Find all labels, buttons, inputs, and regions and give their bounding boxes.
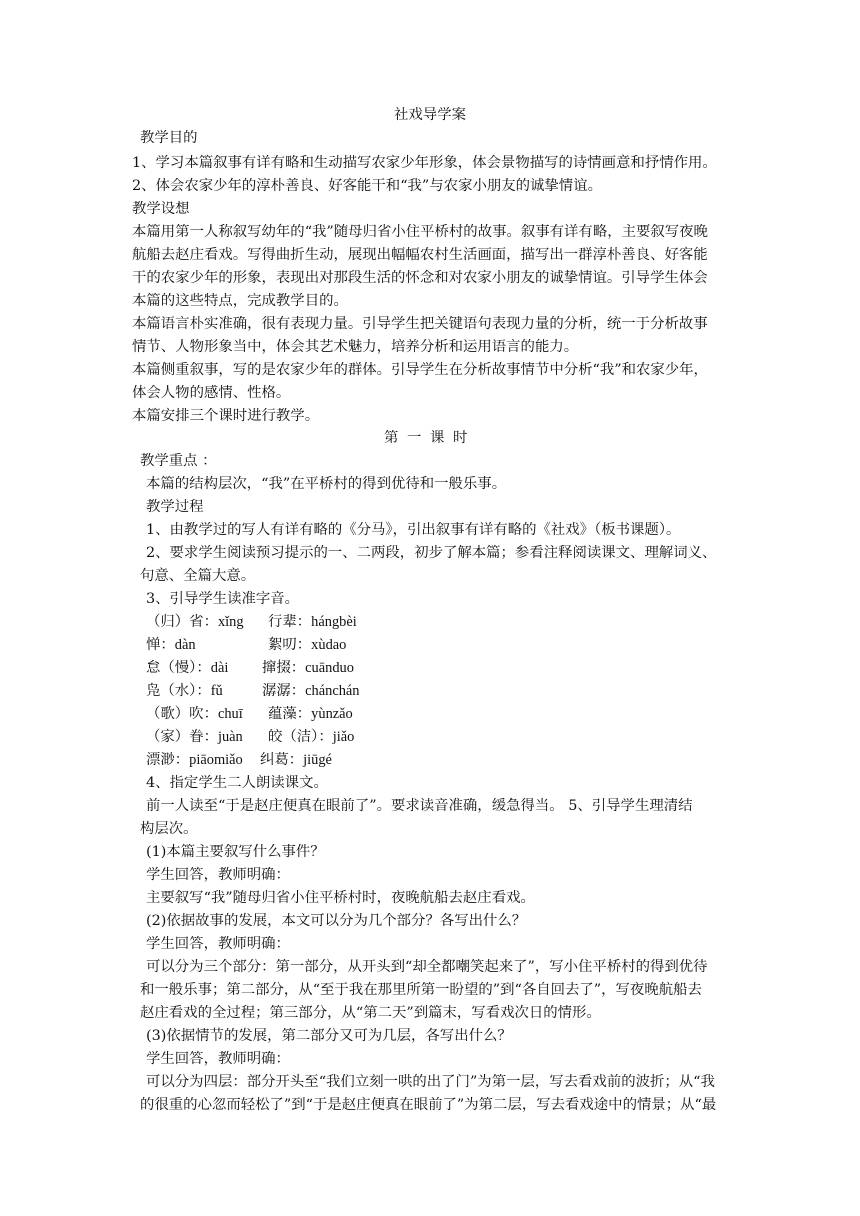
question-line: (1)本篇主要叙写什么事件？ <box>146 844 325 860</box>
pinyin-term: 惮：dàn <box>146 637 196 653</box>
paragraph-line: 的很重的心忽而轻松了”到“于是赵庄便真在眼前了”为第二层，写去看戏途中的情景；从“最 <box>140 1097 717 1113</box>
document-title: 社戏导学案 <box>394 107 466 123</box>
paragraph-line: 本篇侧重叙事，写的是农家少年的群体。引导学生在分析故事情节中分析“我”和农家少年， <box>132 362 708 378</box>
paragraph-line: 本篇安排三个课时进行教学。 <box>132 408 320 424</box>
paragraph-line: 1、学习本篇叙事有详有略和生动描写农家少年形象，体会景物描写的诗情画意和抒情作用。 <box>132 155 717 171</box>
paragraph-line: 3、引导学生读准字音。 <box>146 591 300 607</box>
paragraph-line: 本篇的这些特点，完成教学目的。 <box>132 293 348 309</box>
pinyin-term: 絮叨：xùdao <box>268 637 347 653</box>
question-line: (3)依据情节的发展，第二部分又可为几层，各写出什么？ <box>146 1028 512 1044</box>
heading-key-points: 教学重点 ： <box>140 453 217 469</box>
paragraph-line: 本篇的结构层次，“我”在平桥村的得到优待和一般乐事。 <box>146 476 507 492</box>
paragraph-line: 赵庄看戏的全过程；第三部分，从“第二天”到篇末，写看戏次日的情形。 <box>140 1005 601 1021</box>
paragraph-line: 可以分为三个部分：第一部分，从开头到“却全都嘲笑起来了”，写小住平桥村的得到优待 <box>146 959 708 975</box>
paragraph-line: 干的农家少年的形象，表现出对那段生活的怀念和对农家小朋友的诚挚情谊。引导学生体会 <box>132 270 708 286</box>
heading-teaching-process: 教学过程 <box>146 499 204 515</box>
paragraph-line: 1、由教学过的写人有详有略的《分马》，引出叙事有详有略的《社戏》（板书课题）。 <box>146 522 681 538</box>
paragraph-line: 句意、全篇大意。 <box>140 568 256 584</box>
paragraph-line: 前一人读至“于是赵庄便真在眼前了”。要求读音准确，缓急得当。 5、引导学生理清结 <box>146 798 693 814</box>
pinyin-term: 潺潺：chánchán <box>262 683 360 699</box>
heading-teaching-design: 教学设想 <box>132 201 190 217</box>
paragraph-line: 可以分为四层：部分开头至“我们立刻一哄的出了门”为第一层，写去看戏前的波折；从“我 <box>146 1074 715 1090</box>
pinyin-term: 皎（洁）：jiǎo <box>268 729 355 745</box>
pinyin-term: （歌）吹：chuī <box>146 706 243 722</box>
paragraph-line: 和一般乐事；第二部分，从“至于我在那里所第一盼望的”到“各自回去了”，写夜晚航船去 <box>140 982 702 998</box>
paragraph-line: 构层次。 <box>140 821 198 837</box>
pinyin-term: 漂渺：piāomiǎo <box>146 752 243 768</box>
paragraph-line: 情节、人物形象当中，体会其艺术魅力，培养分析和运用语言的能力。 <box>132 339 579 355</box>
paragraph-line: 2、体会农家少年的淳朴善良、好客能干和“我”与农家小朋友的诚挚情谊。 <box>132 178 602 194</box>
paragraph-line: 体会人物的感情、性格。 <box>132 385 291 401</box>
pinyin-term: （家）眷：juàn <box>146 729 243 745</box>
pinyin-term: 行辈：hángbèi <box>268 614 357 630</box>
paragraph-line: 学生回答，教师明确： <box>146 936 290 952</box>
paragraph-line: 本篇语言朴实准确，很有表现力量。引导学生把关键语句表现力量的分析，统一于分析故事 <box>132 316 708 332</box>
paragraph-line: 本篇用第一人称叙写幼年的“我”随母归省小住平桥村的故事。叙事有详有略，主要叙写夜晚 <box>132 224 708 240</box>
pinyin-term: 撺掇：cuānduo <box>262 660 354 676</box>
section-title: 第一课时 <box>383 430 477 446</box>
paragraph-line: 学生回答，教师明确： <box>146 1051 290 1067</box>
paragraph-line: 航船去赵庄看戏。写得曲折生动，展现出幅幅农村生活画面，描写出一群淳朴善良、好客能 <box>132 247 708 263</box>
paragraph-line: 2、要求学生阅读预习提示的一、二两段，初步了解本篇；参看注释阅读课文、理解词义、 <box>146 545 717 561</box>
question-line: (2)依据故事的发展，本文可以分为几个部分？各写出什么？ <box>146 913 527 929</box>
pinyin-term: （归）省：xǐng <box>146 614 244 630</box>
paragraph-line: 主要叙写“我”随母归省小住平桥村时，夜晚航船去赵庄看戏。 <box>146 890 535 906</box>
paragraph-line: 4、指定学生二人朗读课文。 <box>146 775 328 791</box>
paragraph-line: 学生回答，教师明确： <box>146 867 290 883</box>
pinyin-term: 凫（水）：fǔ <box>146 683 223 699</box>
pinyin-term: 怠（慢）：dài <box>146 660 229 676</box>
heading-teaching-goals: 教学目的 <box>140 130 198 146</box>
pinyin-term: 蕴藻：yùnzǎo <box>268 706 353 722</box>
pinyin-term: 纠葛：jiūgé <box>260 752 332 768</box>
